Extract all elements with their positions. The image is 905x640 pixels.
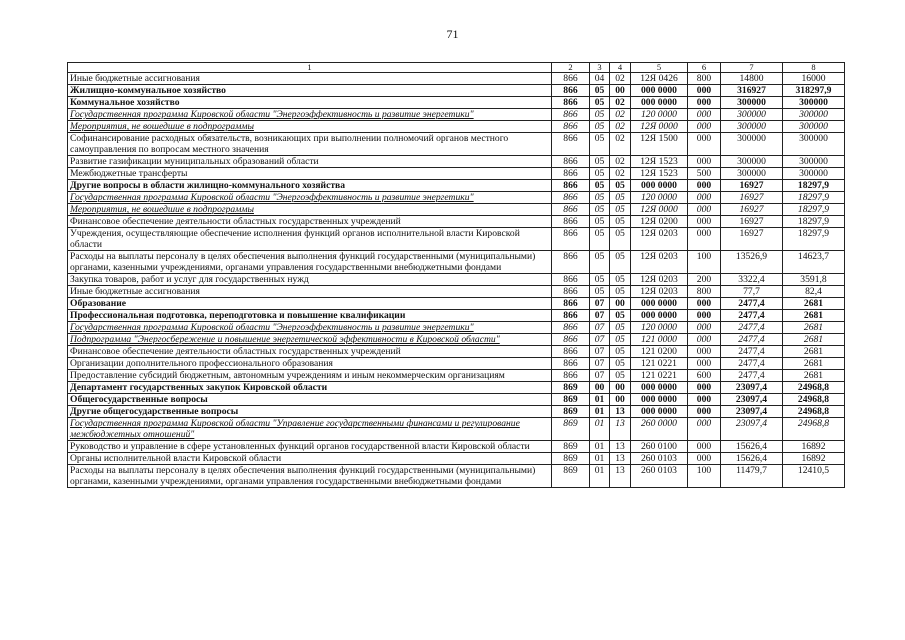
table-row [68, 441, 845, 453]
cell-value: 2681 [783, 322, 845, 334]
table-row [68, 394, 845, 406]
cell-value: 02 [610, 156, 631, 168]
cell-value: 500 [688, 168, 721, 180]
cell-value: 000 [688, 133, 721, 156]
row-description: Софинансирование расходных обязательств, возникающих при выполнении полномочий органов местного самоуправления по вопросам местного значения [68, 133, 552, 156]
cell-value: 866 [552, 251, 590, 274]
cell-value: 01 [590, 418, 610, 441]
cell-value: 13526,9 [721, 251, 783, 274]
cell-value: 24968,8 [783, 382, 845, 394]
cell-value: 12Я 0203 [631, 228, 688, 251]
cell-value: 02 [610, 168, 631, 180]
cell-value: 869 [552, 406, 590, 418]
cell-value: 05 [610, 346, 631, 358]
cell-value: 12Я 0203 [631, 274, 688, 286]
cell-value: 00 [590, 382, 610, 394]
cell-value: 02 [610, 73, 631, 85]
cell-value: 866 [552, 133, 590, 156]
cell-value: 16927 [721, 228, 783, 251]
cell-value: 05 [590, 274, 610, 286]
cell-value: 121 0000 [631, 334, 688, 346]
column-number: 3 [590, 63, 610, 73]
cell-value: 000 [688, 121, 721, 133]
cell-value: 2477,4 [721, 310, 783, 322]
table-row [68, 334, 845, 346]
column-number: 4 [610, 63, 631, 73]
cell-value: 13 [610, 406, 631, 418]
table-row [68, 73, 845, 85]
page-number: 71 [446, 27, 459, 41]
cell-value: 05 [610, 228, 631, 251]
cell-value: 866 [552, 286, 590, 298]
cell-value: 12Я 0000 [631, 204, 688, 216]
cell-value: 869 [552, 418, 590, 441]
cell-value: 869 [552, 394, 590, 406]
row-description: Коммунальное хозяйство [68, 97, 552, 109]
cell-value: 000 [688, 180, 721, 192]
cell-value: 04 [590, 73, 610, 85]
cell-value: 18297,9 [783, 204, 845, 216]
cell-value: 18297,9 [783, 216, 845, 228]
cell-value: 18297,9 [783, 228, 845, 251]
cell-value: 05 [590, 180, 610, 192]
cell-value: 866 [552, 298, 590, 310]
cell-value: 05 [610, 192, 631, 204]
cell-value: 866 [552, 85, 590, 97]
cell-value: 16927 [721, 192, 783, 204]
cell-value: 05 [610, 204, 631, 216]
cell-value: 300000 [783, 121, 845, 133]
cell-value: 05 [610, 274, 631, 286]
cell-value: 07 [590, 346, 610, 358]
cell-value: 866 [552, 322, 590, 334]
table-row [68, 358, 845, 370]
cell-value: 23097,4 [721, 406, 783, 418]
cell-value: 00 [610, 394, 631, 406]
cell-value: 000 [688, 298, 721, 310]
row-description: Департамент государственных закупок Кировской области [68, 382, 552, 394]
row-description: Органы исполнительной власти Кировской области [68, 453, 552, 465]
cell-value: 23097,4 [721, 394, 783, 406]
table-row [68, 298, 845, 310]
cell-value: 000 [688, 109, 721, 121]
cell-value: 260 0000 [631, 418, 688, 441]
column-number-row [68, 63, 845, 73]
row-description: Организации дополнительного профессионального образования [68, 358, 552, 370]
cell-value: 300000 [783, 168, 845, 180]
cell-value: 000 0000 [631, 85, 688, 97]
cell-value: 000 [688, 97, 721, 109]
cell-value: 866 [552, 109, 590, 121]
cell-value: 12410,5 [783, 465, 845, 488]
row-description: Другие вопросы в области жилищно-коммунального хозяйства [68, 180, 552, 192]
cell-value: 2477,4 [721, 322, 783, 334]
table-row [68, 156, 845, 168]
row-description: Государственная программа Кировской области "Энергоэффективность и развитие энергетики" [68, 192, 552, 204]
cell-value: 000 [688, 334, 721, 346]
cell-value: 300000 [721, 156, 783, 168]
table-row [68, 168, 845, 180]
cell-value: 2681 [783, 334, 845, 346]
cell-value: 2681 [783, 346, 845, 358]
cell-value: 3591,8 [783, 274, 845, 286]
row-description: Подпрограмма "Энергосбережение и повышение энергетической эффективности в Кировской области" [68, 334, 552, 346]
cell-value: 120 0000 [631, 322, 688, 334]
cell-value: 16927 [721, 216, 783, 228]
cell-value: 15626,4 [721, 453, 783, 465]
row-description: Образование [68, 298, 552, 310]
cell-value: 866 [552, 228, 590, 251]
cell-value: 2477,4 [721, 370, 783, 382]
cell-value: 05 [610, 286, 631, 298]
cell-value: 866 [552, 346, 590, 358]
cell-value: 866 [552, 216, 590, 228]
row-description: Государственная программа Кировской области "Энергоэффективность и развитие энергетики" [68, 109, 552, 121]
cell-value: 869 [552, 453, 590, 465]
cell-value: 07 [590, 322, 610, 334]
cell-value: 18297,9 [783, 180, 845, 192]
table-row [68, 286, 845, 298]
cell-value: 23097,4 [721, 382, 783, 394]
row-description: Общегосударственные вопросы [68, 394, 552, 406]
cell-value: 000 0000 [631, 298, 688, 310]
cell-value: 12Я 1523 [631, 168, 688, 180]
cell-value: 866 [552, 358, 590, 370]
cell-value: 05 [590, 168, 610, 180]
cell-value: 000 [688, 346, 721, 358]
cell-value: 000 0000 [631, 406, 688, 418]
table-row [68, 453, 845, 465]
cell-value: 000 [688, 192, 721, 204]
cell-value: 000 [688, 310, 721, 322]
row-description: Государственная программа Кировской области "Энергоэффективность и развитие энергетики" [68, 322, 552, 334]
cell-value: 07 [590, 370, 610, 382]
cell-value: 120 0000 [631, 192, 688, 204]
table-row [68, 346, 845, 358]
table-row [68, 97, 845, 109]
cell-value: 13 [610, 465, 631, 488]
cell-value: 000 [688, 394, 721, 406]
cell-value: 2681 [783, 370, 845, 382]
table-row [68, 109, 845, 121]
table-row [68, 274, 845, 286]
cell-value: 866 [552, 121, 590, 133]
cell-value: 300000 [721, 109, 783, 121]
table-row [68, 418, 845, 441]
row-description: Финансовое обеспечение деятельности областных государственных учреждений [68, 216, 552, 228]
cell-value: 00 [610, 382, 631, 394]
cell-value: 300000 [721, 97, 783, 109]
cell-value: 260 0103 [631, 453, 688, 465]
cell-value: 00 [610, 298, 631, 310]
cell-value: 23097,4 [721, 418, 783, 441]
cell-value: 05 [590, 97, 610, 109]
cell-value: 866 [552, 168, 590, 180]
row-description: Межбюджетные трансферты [68, 168, 552, 180]
cell-value: 300000 [783, 156, 845, 168]
cell-value: 02 [610, 121, 631, 133]
cell-value: 000 [688, 418, 721, 441]
cell-value: 300000 [721, 168, 783, 180]
cell-value: 05 [590, 156, 610, 168]
table-row [68, 465, 845, 488]
cell-value: 121 0221 [631, 358, 688, 370]
cell-value: 05 [590, 85, 610, 97]
row-description: Развитие газификации муниципальных образований области [68, 156, 552, 168]
cell-value: 14800 [721, 73, 783, 85]
cell-value: 82,4 [783, 286, 845, 298]
cell-value: 12Я 0200 [631, 216, 688, 228]
cell-value: 260 0100 [631, 441, 688, 453]
cell-value: 13 [610, 453, 631, 465]
cell-value: 05 [590, 121, 610, 133]
cell-value: 000 [688, 204, 721, 216]
cell-value: 866 [552, 192, 590, 204]
cell-value: 100 [688, 465, 721, 488]
table-row [68, 192, 845, 204]
cell-value: 16927 [721, 204, 783, 216]
table-row [68, 228, 845, 251]
cell-value: 866 [552, 156, 590, 168]
cell-value: 02 [610, 133, 631, 156]
cell-value: 05 [610, 180, 631, 192]
cell-value: 000 [688, 322, 721, 334]
table-row [68, 121, 845, 133]
cell-value: 12Я 0426 [631, 73, 688, 85]
budget-table [67, 62, 845, 488]
column-number: 1 [68, 63, 552, 73]
cell-value: 2681 [783, 358, 845, 370]
cell-value: 869 [552, 465, 590, 488]
cell-value: 000 [688, 216, 721, 228]
cell-value: 869 [552, 382, 590, 394]
cell-value: 12Я 1500 [631, 133, 688, 156]
cell-value: 05 [590, 109, 610, 121]
row-description: Другие общегосударственные вопросы [68, 406, 552, 418]
row-description: Иные бюджетные ассигнования [68, 73, 552, 85]
cell-value: 01 [590, 465, 610, 488]
cell-value: 121 0200 [631, 346, 688, 358]
cell-value: 07 [590, 310, 610, 322]
cell-value: 200 [688, 274, 721, 286]
cell-value: 000 [688, 358, 721, 370]
cell-value: 300000 [721, 121, 783, 133]
column-number: 8 [783, 63, 845, 73]
cell-value: 866 [552, 274, 590, 286]
cell-value: 02 [610, 97, 631, 109]
cell-value: 05 [590, 228, 610, 251]
cell-value: 05 [590, 286, 610, 298]
row-description: Расходы на выплаты персоналу в целях обеспечения выполнения функций государственными (муниципальными) органами, казенными учреждениями, органами управления государственными внебюджетными фондами [68, 465, 552, 488]
cell-value: 05 [590, 192, 610, 204]
cell-value: 16000 [783, 73, 845, 85]
cell-value: 316927 [721, 85, 783, 97]
cell-value: 01 [590, 453, 610, 465]
cell-value: 05 [610, 370, 631, 382]
table-row [68, 370, 845, 382]
cell-value: 866 [552, 310, 590, 322]
table-row [68, 216, 845, 228]
cell-value: 121 0221 [631, 370, 688, 382]
cell-value: 24968,8 [783, 394, 845, 406]
cell-value: 15626,4 [721, 441, 783, 453]
cell-value: 12Я 0203 [631, 286, 688, 298]
cell-value: 16892 [783, 441, 845, 453]
table-row [68, 382, 845, 394]
cell-value: 600 [688, 370, 721, 382]
cell-value: 260 0103 [631, 465, 688, 488]
cell-value: 12Я 0203 [631, 251, 688, 274]
cell-value: 18297,9 [783, 192, 845, 204]
cell-value: 01 [590, 394, 610, 406]
cell-value: 24968,8 [783, 406, 845, 418]
cell-value: 2477,4 [721, 298, 783, 310]
column-number: 5 [631, 63, 688, 73]
cell-value: 2477,4 [721, 358, 783, 370]
cell-value: 000 [688, 406, 721, 418]
cell-value: 300000 [783, 97, 845, 109]
cell-value: 11479,7 [721, 465, 783, 488]
cell-value: 07 [590, 334, 610, 346]
cell-value: 01 [590, 441, 610, 453]
cell-value: 2681 [783, 310, 845, 322]
column-number: 7 [721, 63, 783, 73]
cell-value: 77,7 [721, 286, 783, 298]
table-row [68, 204, 845, 216]
cell-value: 000 0000 [631, 310, 688, 322]
cell-value: 866 [552, 73, 590, 85]
cell-value: 02 [610, 109, 631, 121]
cell-value: 05 [590, 133, 610, 156]
row-description: Руководство и управление в сфере установленных функций органов государственной власти Кировской области [68, 441, 552, 453]
row-description: Предоставление субсидий бюджетным, автономным учреждениям и иным некоммерческим организациям [68, 370, 552, 382]
cell-value: 12Я 1523 [631, 156, 688, 168]
row-description: Расходы на выплаты персоналу в целях обеспечения выполнения функций государственными (муниципальными) органами, казенными учреждениями, органами управления государственными внебюджетными фондами [68, 251, 552, 274]
row-description: Мероприятия, не вошедшие в подпрограммы [68, 121, 552, 133]
row-description: Иные бюджетные ассигнования [68, 286, 552, 298]
cell-value: 05 [610, 334, 631, 346]
cell-value: 12Я 0000 [631, 121, 688, 133]
cell-value: 300000 [721, 133, 783, 156]
cell-value: 000 [688, 156, 721, 168]
cell-value: 000 0000 [631, 180, 688, 192]
row-description: Учреждения, осуществляющие обеспечение исполнения функций органов исполнительной власти Кировской области [68, 228, 552, 251]
cell-value: 120 0000 [631, 109, 688, 121]
cell-value: 05 [610, 358, 631, 370]
cell-value: 866 [552, 180, 590, 192]
cell-value: 05 [610, 322, 631, 334]
table-row [68, 133, 845, 156]
cell-value: 01 [590, 406, 610, 418]
cell-value: 000 [688, 453, 721, 465]
cell-value: 000 0000 [631, 97, 688, 109]
table-row [68, 310, 845, 322]
cell-value: 000 [688, 382, 721, 394]
cell-value: 13 [610, 418, 631, 441]
column-number: 2 [552, 63, 590, 73]
cell-value: 16927 [721, 180, 783, 192]
cell-value: 05 [590, 216, 610, 228]
cell-value: 866 [552, 97, 590, 109]
cell-value: 000 [688, 85, 721, 97]
cell-value: 866 [552, 204, 590, 216]
cell-value: 05 [610, 216, 631, 228]
cell-value: 300000 [783, 133, 845, 156]
column-number: 6 [688, 63, 721, 73]
cell-value: 318297,9 [783, 85, 845, 97]
cell-value: 866 [552, 370, 590, 382]
cell-value: 000 [688, 228, 721, 251]
cell-value: 2681 [783, 298, 845, 310]
cell-value: 2477,4 [721, 334, 783, 346]
cell-value: 16892 [783, 453, 845, 465]
table-row [68, 251, 845, 274]
cell-value: 14623,7 [783, 251, 845, 274]
cell-value: 866 [552, 334, 590, 346]
row-description: Жилищно-коммунальное хозяйство [68, 85, 552, 97]
cell-value: 300000 [783, 109, 845, 121]
row-description: Мероприятия, не вошедшие в подпрограммы [68, 204, 552, 216]
row-description: Закупка товаров, работ и услуг для государственных нужд [68, 274, 552, 286]
cell-value: 000 0000 [631, 382, 688, 394]
cell-value: 07 [590, 358, 610, 370]
cell-value: 05 [590, 251, 610, 274]
row-description: Профессиональная подготовка, переподготовка и повышение квалификации [68, 310, 552, 322]
cell-value: 000 0000 [631, 394, 688, 406]
cell-value: 800 [688, 73, 721, 85]
table-row [68, 85, 845, 97]
cell-value: 05 [610, 251, 631, 274]
row-description: Финансовое обеспечение деятельности областных государственных учреждений [68, 346, 552, 358]
table-row [68, 322, 845, 334]
table-row [68, 406, 845, 418]
cell-value: 24968,8 [783, 418, 845, 441]
cell-value: 00 [610, 85, 631, 97]
cell-value: 800 [688, 286, 721, 298]
cell-value: 000 [688, 441, 721, 453]
cell-value: 13 [610, 441, 631, 453]
cell-value: 07 [590, 298, 610, 310]
cell-value: 05 [610, 310, 631, 322]
cell-value: 05 [590, 204, 610, 216]
table-row [68, 180, 845, 192]
cell-value: 2477,4 [721, 346, 783, 358]
row-description: Государственная программа Кировской области "Управление государственными финансами и регулирование межбюджетных отношений" [68, 418, 552, 441]
cell-value: 100 [688, 251, 721, 274]
cell-value: 3322,4 [721, 274, 783, 286]
cell-value: 869 [552, 441, 590, 453]
